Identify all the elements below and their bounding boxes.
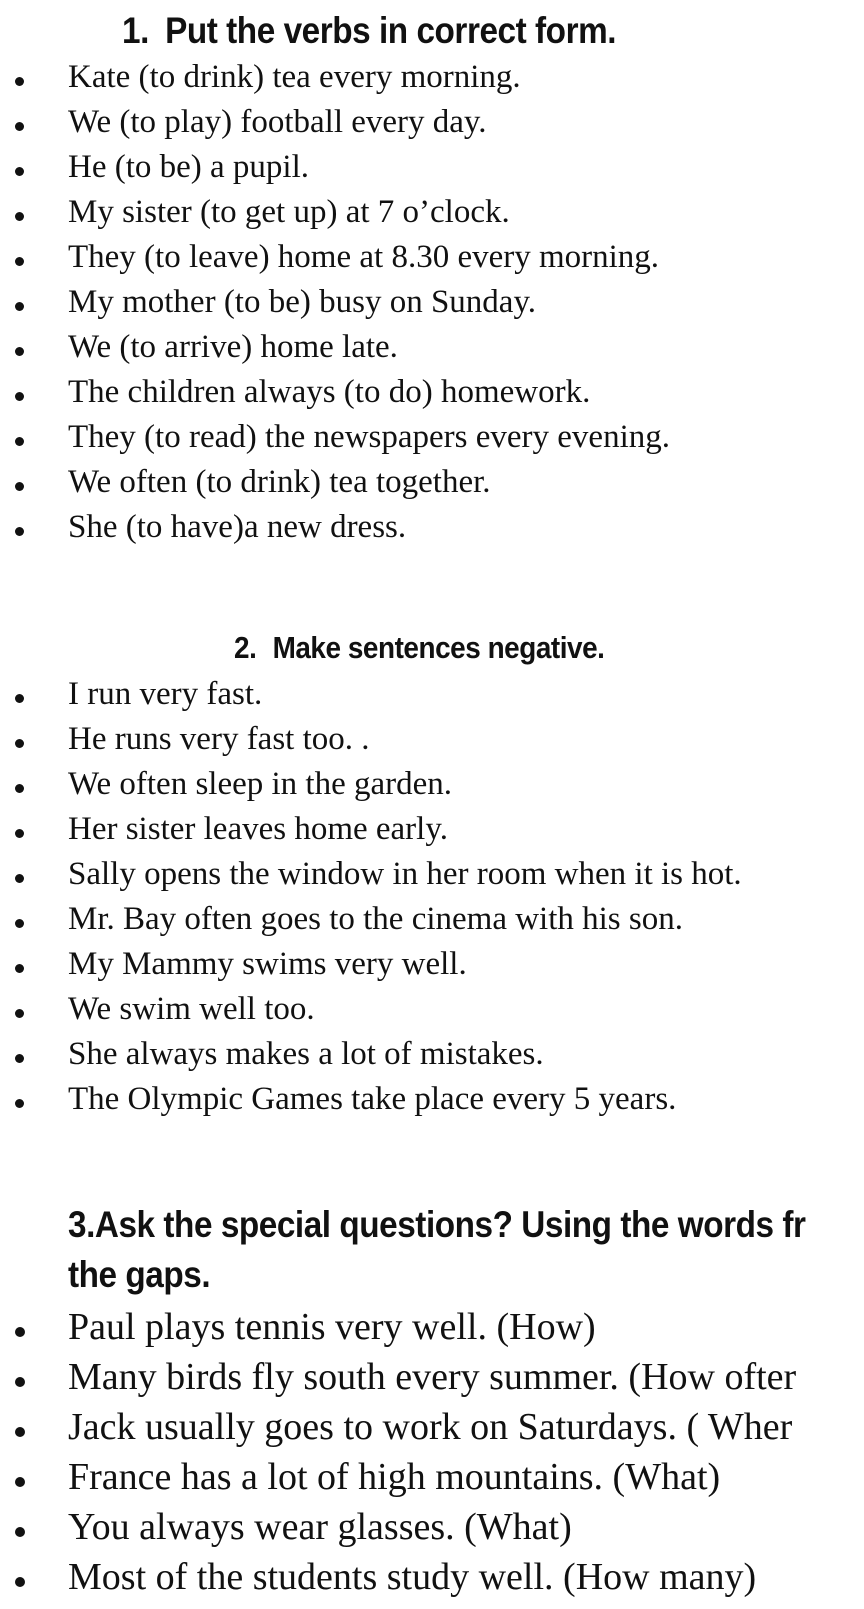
list-item (0, 1302, 864, 1352)
list-item-text: Most of the students study well. (How many) (68, 1556, 757, 1598)
bullet-icon (15, 1427, 25, 1437)
list-item-text: My sister (to get up) at 7 o’clock. (68, 194, 510, 230)
section-2-list (0, 672, 864, 1122)
bullet-icon (15, 437, 24, 446)
list-item-text: My Mammy swims very well. (68, 946, 467, 982)
bullet-icon (15, 347, 24, 356)
list-item (0, 1552, 864, 1602)
list-item-text: We often (to drink) tea together. (68, 464, 491, 500)
list-item (0, 897, 864, 942)
list-item-text: France has a lot of high mountains. (What) (68, 1456, 721, 1498)
bullet-icon (15, 527, 24, 536)
list-item (0, 717, 864, 762)
list-item-text: The children always (to do) homework. (68, 374, 591, 410)
list-item-text: They (to leave) home at 8.30 every morning. (68, 239, 660, 275)
bullet-icon (15, 1477, 25, 1487)
list-item (0, 987, 864, 1032)
bullet-icon (15, 829, 24, 838)
list-item (0, 852, 864, 897)
bullet-icon (15, 122, 24, 131)
list-item-text: She (to have)a new dress. (68, 509, 407, 545)
bullet-icon (15, 482, 24, 491)
list-item (0, 762, 864, 807)
list-item-text: Kate (to drink) tea every morning. (68, 59, 521, 95)
list-item-text: Paul plays tennis very well. (How) (68, 1306, 596, 1348)
list-item-text: We (to arrive) home late. (68, 329, 398, 365)
list-item-text: My mother (to be) busy on Sunday. (68, 284, 537, 320)
list-item (0, 807, 864, 852)
bullet-icon (15, 392, 24, 401)
bullet-icon (15, 77, 24, 86)
list-item-text: We often sleep in the garden. (68, 766, 453, 802)
list-item-text: We (to play) football every day. (68, 104, 487, 140)
list-item (0, 325, 864, 370)
bullet-icon (15, 1527, 25, 1537)
list-item (0, 1077, 864, 1122)
bullet-icon (15, 784, 24, 793)
bullet-icon (15, 302, 24, 311)
list-item (0, 100, 864, 145)
bullet-icon (15, 1099, 24, 1108)
section-3-title-line-1: 3.Ask the special questions? Using the words fr (68, 1204, 806, 1245)
list-item-text: We swim well too. (68, 991, 315, 1027)
bullet-icon (15, 1054, 24, 1063)
bullet-icon (15, 694, 24, 703)
list-item-text: He (to be) a pupil. (68, 149, 310, 185)
list-item (0, 280, 864, 325)
section-3-list (0, 1302, 864, 1602)
list-item (0, 1032, 864, 1077)
list-item (0, 190, 864, 235)
bullet-icon (15, 1377, 25, 1387)
section-3-heading (68, 1200, 806, 1300)
list-item (0, 1352, 864, 1402)
bullet-icon (15, 167, 24, 176)
bullet-icon (15, 739, 24, 748)
bullet-icon (15, 212, 24, 221)
section-2-heading (234, 628, 604, 668)
list-item (0, 55, 864, 100)
list-item (0, 1452, 864, 1502)
section-3-title-line-2: the gaps. (68, 1254, 211, 1295)
list-item-text: The Olympic Games take place every 5 years. (68, 1081, 677, 1117)
list-item (0, 1402, 864, 1452)
list-item-text: Many birds fly south every summer. (How ofter (68, 1356, 797, 1398)
list-item-text: Jack usually goes to work on Saturdays. ( Wher (68, 1406, 793, 1448)
list-item-text: You always wear glasses. (What) (68, 1506, 572, 1548)
bullet-icon (15, 1327, 25, 1337)
section-1-heading (122, 8, 616, 54)
list-item (0, 415, 864, 460)
bullet-icon (15, 964, 24, 973)
list-item-text: She always makes a lot of mistakes. (68, 1036, 544, 1072)
list-item (0, 460, 864, 505)
list-item (0, 235, 864, 280)
list-item-text: They (to read) the newspapers every evening. (68, 419, 670, 455)
list-item-text: Mr. Bay often goes to the cinema with his son. (68, 901, 683, 937)
list-item (0, 505, 864, 550)
list-item (0, 370, 864, 415)
list-item (0, 145, 864, 190)
section-1-title: Put the verbs in correct form. (165, 10, 617, 51)
list-item-text: I run very fast. (68, 676, 263, 712)
list-item (0, 1502, 864, 1552)
list-item (0, 942, 864, 987)
bullet-icon (15, 1009, 24, 1018)
list-item-text: Her sister leaves home early. (68, 811, 448, 847)
section-2-number: 2. (234, 630, 257, 665)
bullet-icon (15, 874, 24, 883)
list-item-text: Sally opens the window in her room when it is hot. (68, 856, 742, 892)
bullet-icon (15, 919, 24, 928)
list-item (0, 672, 864, 717)
bullet-icon (15, 1577, 25, 1587)
section-1-number: 1. (122, 10, 149, 51)
bullet-icon (15, 257, 24, 266)
list-item-text: He runs very fast too. . (68, 721, 370, 757)
section-1-list (0, 55, 864, 550)
section-2-title: Make sentences negative. (272, 630, 605, 665)
